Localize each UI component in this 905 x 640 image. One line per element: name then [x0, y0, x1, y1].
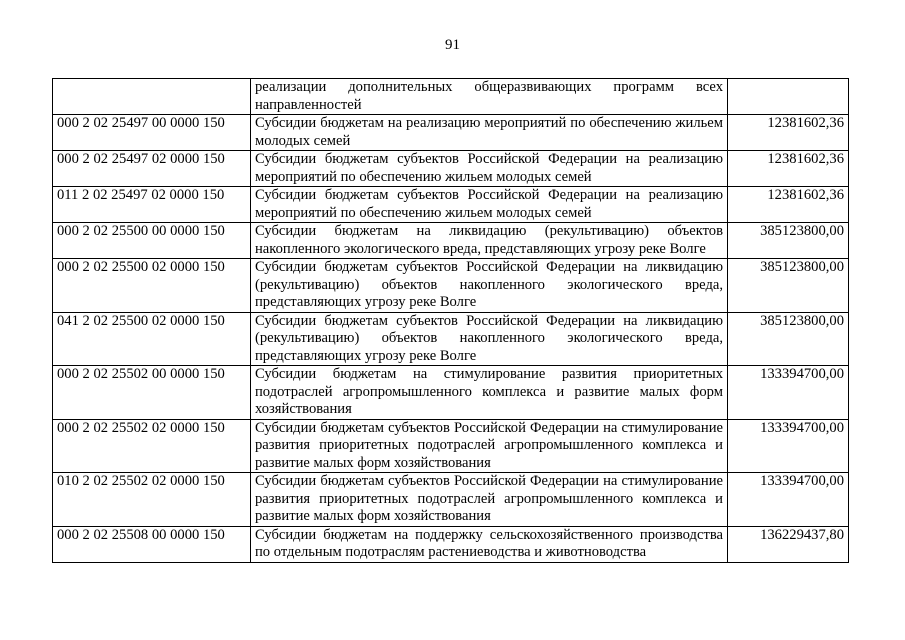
description-line: Субсидии бюджетам субъектов Российской Федерации на	[255, 419, 618, 436]
description-line: агропромышленного комплекса и развитие малых форм хозяйствования	[255, 437, 723, 471]
amount-cell: 136229437,80	[728, 526, 849, 562]
amount-cell: 133394700,00	[728, 473, 849, 527]
description-line: Субсидии бюджетам на реализацию мероприятий по обеспечению	[255, 115, 672, 131]
table-row	[53, 223, 849, 259]
amount-cell: 133394700,00	[728, 366, 849, 420]
budget-code-cell: 041 2 02 25500 02 0000 150	[53, 312, 251, 366]
description-line: Волге	[669, 240, 706, 257]
description-line: агропромышленного комплекса и развитие малых форм хозяйствования	[255, 490, 723, 524]
budget-code-cell: 011 2 02 25497 02 0000 150	[53, 187, 251, 223]
description-line: Субсидии бюджетам субъектов Российской Федерации на ликвидацию	[255, 312, 723, 329]
budget-code-cell: 000 2 02 25500 02 0000 150	[53, 259, 251, 313]
budget-code-cell: 000 2 02 25502 02 0000 150	[53, 419, 251, 473]
description-line: животноводства	[545, 544, 647, 560]
table-body	[53, 79, 849, 563]
table-row	[53, 526, 849, 562]
amount-cell: 385123800,00	[728, 312, 849, 366]
budget-revenue-table	[52, 78, 849, 563]
table-row	[53, 79, 849, 115]
description-cell	[251, 151, 728, 187]
description-cell	[251, 526, 728, 562]
amount-cell: 385123800,00	[728, 223, 849, 259]
table-row	[53, 259, 849, 313]
description-line: подотраслей агропромышленного комплекса и развитие малых форм	[255, 383, 723, 400]
amount-cell: 12381602,36	[728, 151, 849, 187]
description-cell	[251, 473, 728, 527]
table-row	[53, 419, 849, 473]
table-row	[53, 187, 849, 223]
table-row	[53, 115, 849, 151]
description-line: Субсидии бюджетам на поддержку сельскохозяйственного	[255, 526, 633, 543]
table-row	[53, 473, 849, 527]
description-line: представляющих угрозу реке Волге	[255, 294, 477, 310]
budget-code-cell: 010 2 02 25502 02 0000 150	[53, 473, 251, 527]
budget-code-cell: 000 2 02 25500 00 0000 150	[53, 223, 251, 259]
budget-code-cell: 000 2 02 25508 00 0000 150	[53, 526, 251, 562]
description-cell	[251, 187, 728, 223]
description-line: Субсидии бюджетам субъектов Российской Федерации на реализацию	[255, 187, 723, 203]
description-cell	[251, 223, 728, 259]
description-line: производства по отдельным подотраслям растениеводства и	[255, 526, 724, 560]
description-line: Субсидии бюджетам субъектов Российской Федерации на ликвидацию	[255, 259, 723, 275]
description-cell	[251, 259, 728, 313]
description-cell	[251, 312, 728, 366]
description-line: мероприятий по обеспечению жильем молодых семей	[255, 168, 592, 185]
description-line: (рекультивацию) объектов накопленного экологического вреда,	[255, 276, 723, 293]
table-row	[53, 151, 849, 187]
description-line: накопленного экологического вреда, представляющих угрозу реке	[255, 240, 666, 257]
description-cell	[251, 419, 728, 473]
budget-code-cell	[53, 79, 251, 115]
description-line: Субсидии бюджетам на стимулирование развития приоритетных	[255, 366, 723, 382]
amount-cell	[728, 79, 849, 115]
budget-code-cell: 000 2 02 25497 02 0000 150	[53, 151, 251, 187]
description-cell	[251, 366, 728, 420]
description-line: Субсидии бюджетам субъектов Российской Федерации на	[255, 473, 618, 489]
table-row	[53, 312, 849, 366]
description-line: хозяйствования	[255, 401, 352, 417]
amount-cell: 12381602,36	[728, 115, 849, 151]
description-line: Субсидии бюджетам на ликвидацию (рекультивацию) объектов	[255, 223, 723, 239]
description-line: представляющих угрозу реке Волге	[255, 347, 477, 364]
description-line: жильем молодых семей	[255, 115, 724, 149]
description-cell	[251, 79, 728, 115]
description-line: стимулирование развития приоритетных подотраслей	[255, 473, 723, 507]
description-line: Субсидии бюджетам субъектов Российской Федерации на реализацию	[255, 151, 723, 167]
table-row	[53, 366, 849, 420]
amount-cell: 133394700,00	[728, 419, 849, 473]
amount-cell: 385123800,00	[728, 259, 849, 313]
description-cell	[251, 115, 728, 151]
budget-code-cell: 000 2 02 25497 00 0000 150	[53, 115, 251, 151]
description-line: стимулирование развития приоритетных подотраслей	[255, 419, 723, 453]
budget-code-cell: 000 2 02 25502 00 0000 150	[53, 366, 251, 420]
page-number: 91	[445, 37, 460, 53]
description-line: реализации дополнительных общеразвивающих программ всех	[255, 79, 723, 95]
description-line: мероприятий по обеспечению жильем молодых семей	[255, 204, 592, 221]
description-line: направленностей	[255, 96, 362, 113]
amount-cell: 12381602,36	[728, 187, 849, 223]
description-line: (рекультивацию) объектов накопленного экологического вреда,	[255, 330, 723, 346]
